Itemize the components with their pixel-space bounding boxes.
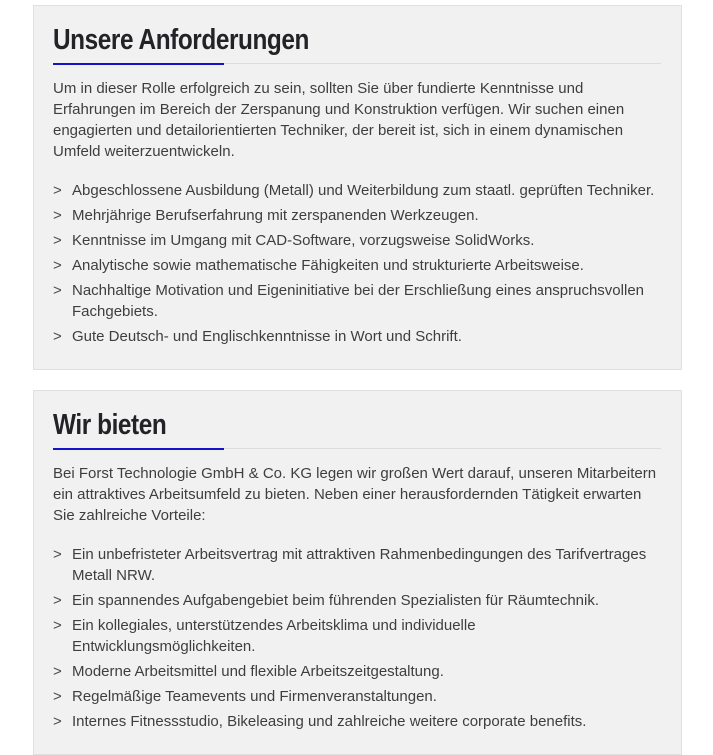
- list-item-text: Ein unbefristeter Arbeitsvertrag mit attraktiven Rahmenbedingungen des Tarifvertrages Metall NRW.: [72, 546, 647, 584]
- list-item-text: Gute Deutsch- und Englischkenntnisse in Wort und Schrift.: [72, 328, 462, 345]
- requirements-section-title: [53, 26, 661, 64]
- chevron-marker: >: [53, 663, 62, 680]
- list-item: [53, 180, 661, 201]
- chevron-marker: >: [53, 328, 62, 345]
- section-card-benefits: [33, 390, 682, 755]
- chevron-marker: >: [53, 546, 62, 563]
- list-item-text: Abgeschlossene Ausbildung (Metall) und Weiterbildung zum staatl. geprüften Techniker.: [72, 182, 655, 199]
- list-item: [53, 280, 661, 322]
- list-item-text: Ein kollegiales, unterstützendes Arbeitsklima und individuelle Entwicklungsmöglichkeiten.: [72, 617, 476, 655]
- chevron-marker: >: [53, 232, 62, 249]
- list-item-text: Analytische sowie mathematische Fähigkeiten und strukturierte Arbeitsweise.: [72, 257, 584, 274]
- list-item-text: Ein spannendes Aufgabengebiet beim führenden Spezialisten für Räumtechnik.: [72, 592, 600, 609]
- benefits-bullet-list: [53, 544, 661, 732]
- list-item: [53, 590, 661, 611]
- list-item: [53, 326, 661, 347]
- list-item: [53, 686, 661, 707]
- list-item: [53, 205, 661, 226]
- list-item: [53, 255, 661, 276]
- benefits-intro-paragraph: Bei Forst Technologie GmbH & Co. KG legen wir großen Wert darauf, unseren Mitarbeitern ein attraktives Arbeitsumfeld zu bieten. Neben einer herausfordernden Tätigkeit erwarten Sie zahlreiche Vorteile:: [53, 465, 657, 524]
- chevron-marker: >: [53, 282, 62, 299]
- list-item: [53, 711, 661, 732]
- list-item-text: Kenntnisse im Umgang mit CAD-Software, vorzugsweise SolidWorks.: [72, 232, 535, 249]
- list-item-text: Nachhaltige Motivation und Eigeninitiative bei der Erschließung eines anspruchsvollen Fachgebiets.: [72, 282, 644, 320]
- list-item-text: Regelmäßige Teamevents und Firmenveranstaltungen.: [72, 688, 437, 705]
- chevron-marker: >: [53, 182, 62, 199]
- list-item-text: Moderne Arbeitsmittel und flexible Arbeitszeitgestaltung.: [72, 663, 444, 680]
- list-item-text: Internes Fitnessstudio, Bikeleasing und zahlreiche weitere corporate benefits.: [72, 713, 587, 730]
- chevron-marker: >: [53, 688, 62, 705]
- list-item: [53, 661, 661, 682]
- list-item: [53, 544, 661, 586]
- section-title-text: Wir bieten: [53, 409, 167, 441]
- list-item: [53, 615, 661, 657]
- section-card-requirements: [33, 5, 682, 370]
- chevron-marker: >: [53, 592, 62, 609]
- list-item-text: Mehrjährige Berufserfahrung mit zerspanenden Werkzeugen.: [72, 207, 479, 224]
- chevron-marker: >: [53, 617, 62, 634]
- requirements-bullet-list: [53, 180, 661, 347]
- section-title-text: Unsere Anforderungen: [53, 24, 309, 56]
- chevron-marker: >: [53, 713, 62, 730]
- requirements-intro-paragraph: Um in dieser Rolle erfolgreich zu sein, sollten Sie über fundierte Kenntnisse und Erfahrungen im Bereich der Zerspanung und Konstruktion verfügen. Wir suchen einen engagierten und detailorientierten Techniker, der bereit ist, sich in einem dynamischen Umfeld weiterzuentwickeln.: [53, 80, 625, 160]
- list-item: [53, 230, 661, 251]
- chevron-marker: >: [53, 257, 62, 274]
- benefits-section-title: [53, 411, 661, 449]
- chevron-marker: >: [53, 207, 62, 224]
